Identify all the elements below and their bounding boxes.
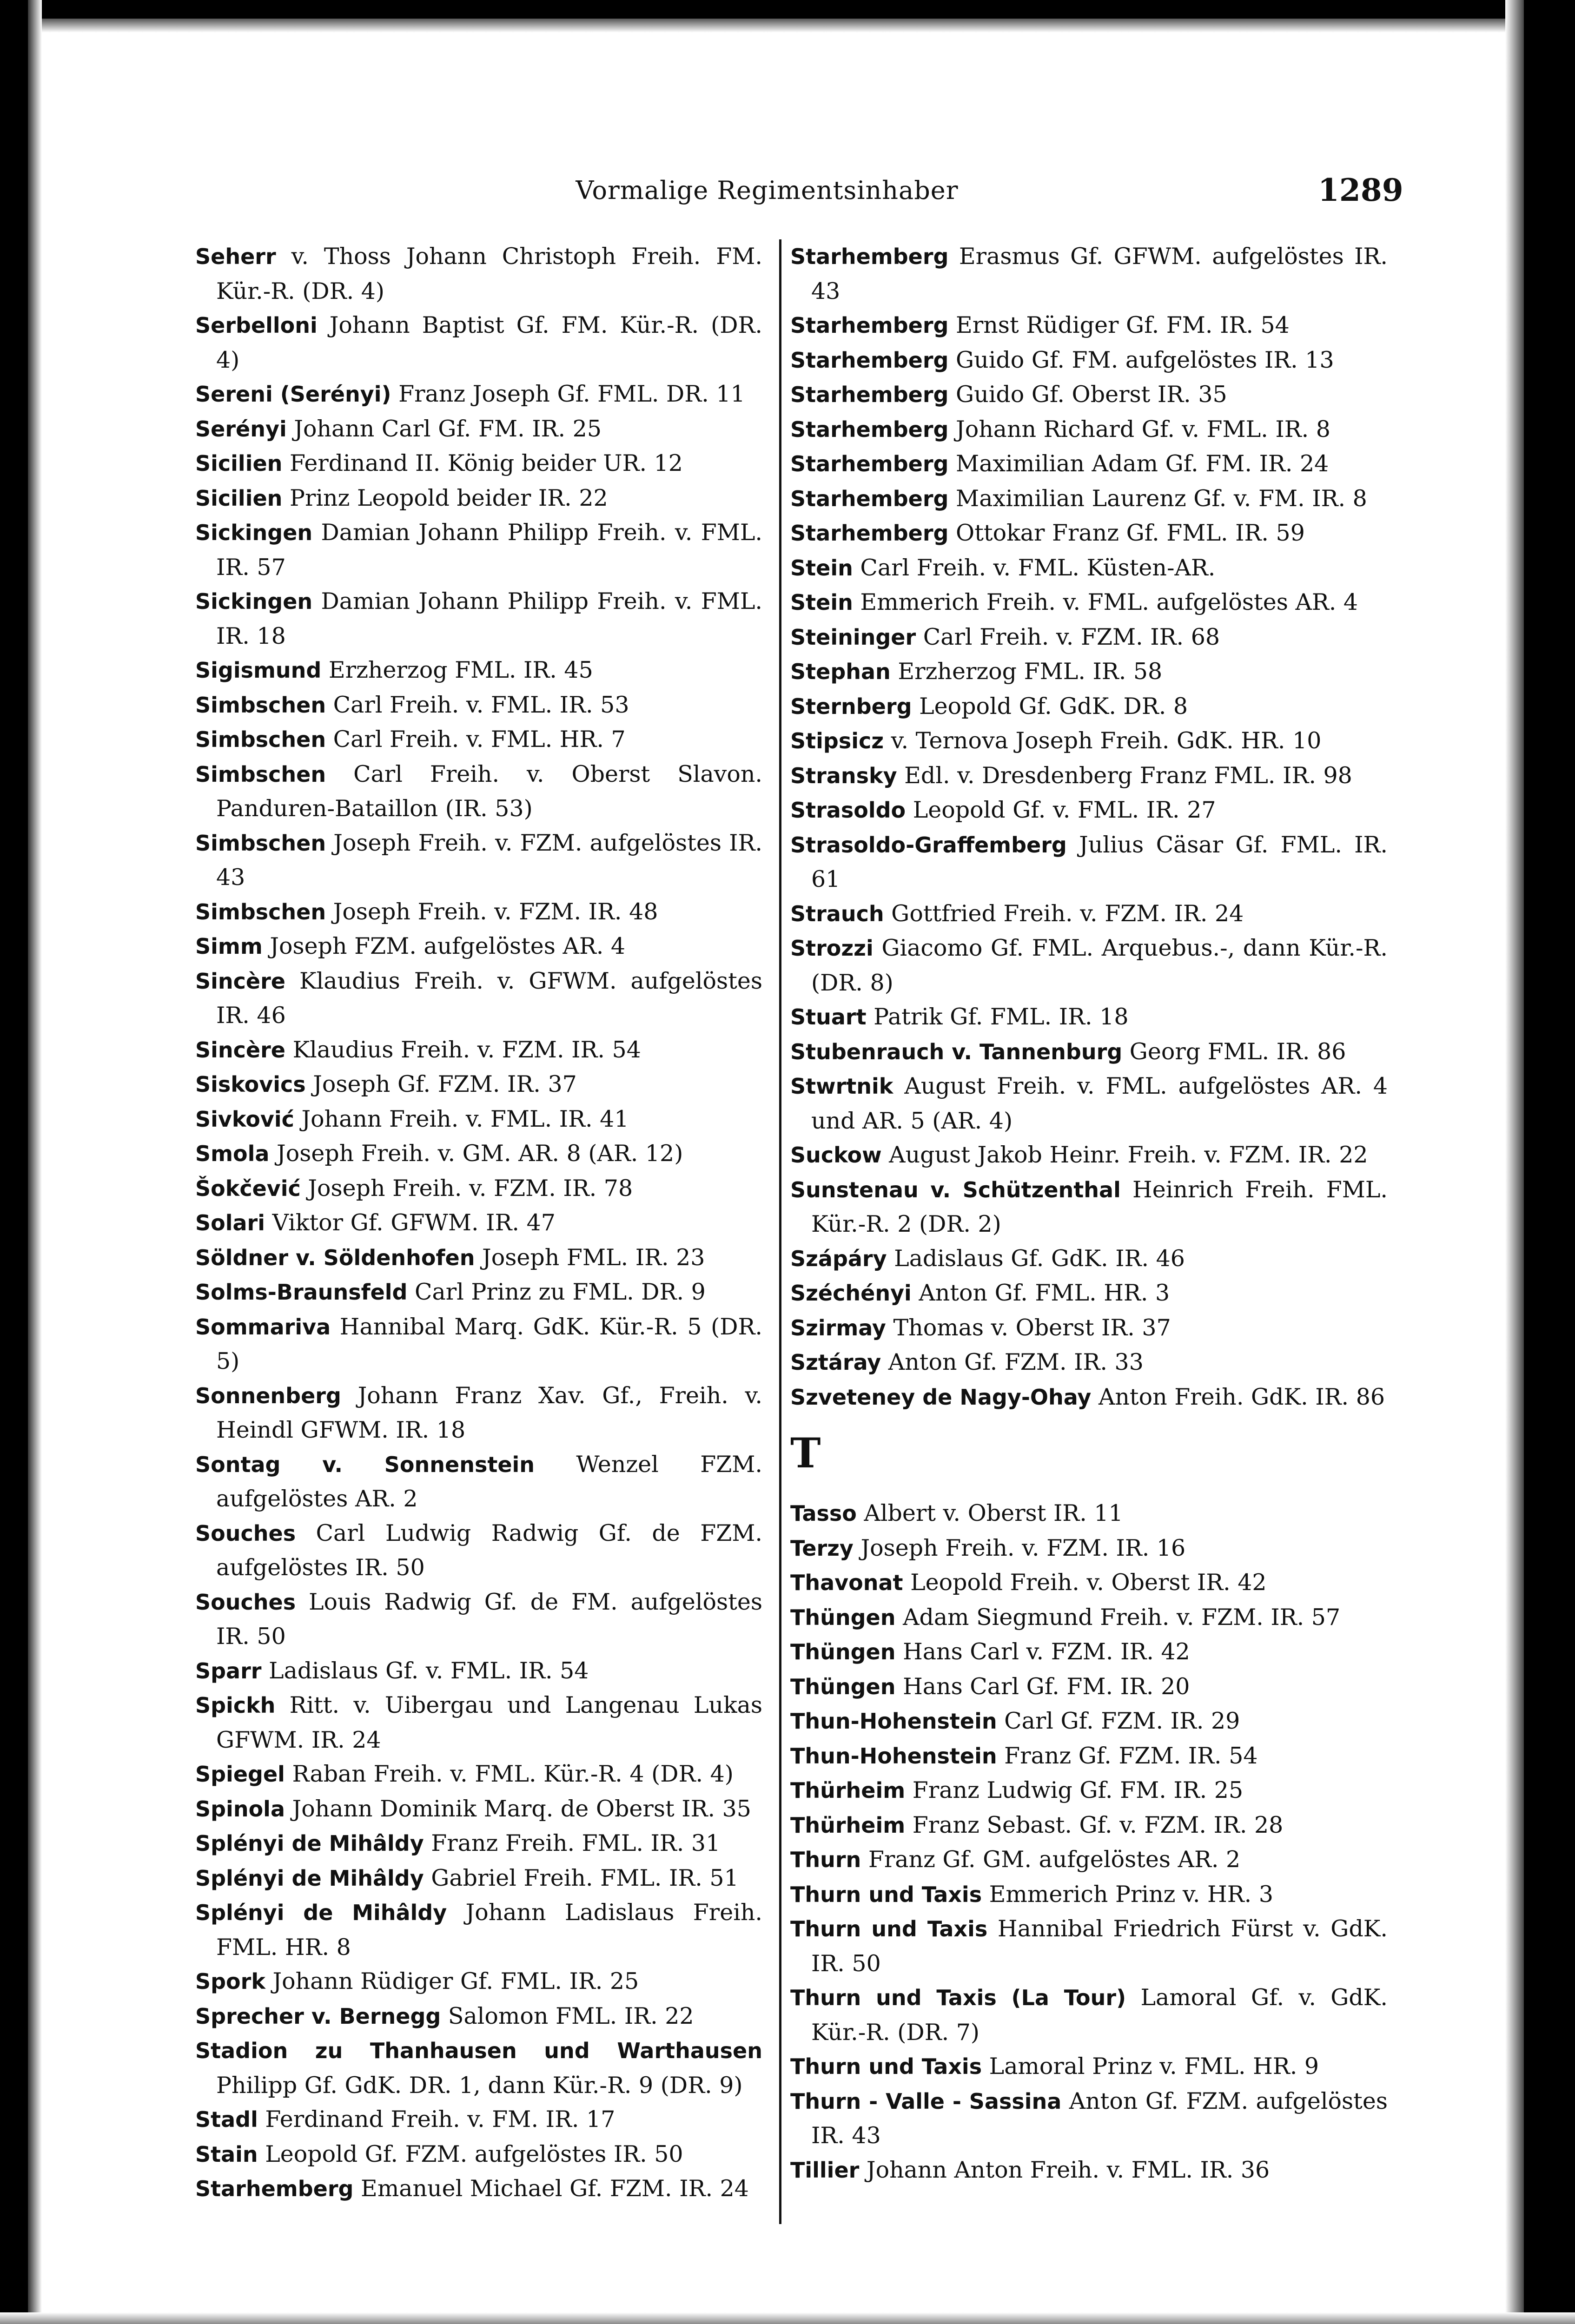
- entry-text: v. Ternova Joseph Freih. GdK. HR. 10: [884, 727, 1322, 754]
- entry-text: Leopold Freih. v. Oberst IR. 42: [903, 1569, 1267, 1596]
- index-entry: [195, 1895, 762, 1964]
- entry-name: Sontag v. Sonnenstein: [195, 1452, 535, 1477]
- entry-name: Strasoldo-Graffemberg: [790, 832, 1067, 858]
- entry-text: Hans Carl Gf. FM. IR. 20: [895, 1673, 1190, 1700]
- entry-text: Hannibal Marq. GdK. Kür.-R. 5 (DR. 5): [216, 1313, 762, 1374]
- entry-name: Steininger: [790, 624, 916, 650]
- right-column: [790, 239, 1388, 2187]
- entry-text: Johann Baptist Gf. FM. Kür.-R. (DR. 4): [216, 312, 762, 373]
- entry-name: Thürheim: [790, 1812, 906, 1838]
- entry-name: Thürheim: [790, 1778, 906, 1803]
- index-entry: [195, 1136, 762, 1171]
- page-number: 1289: [1318, 172, 1403, 208]
- entry-text: Joseph Freih. v. GM. AR. 8 (AR. 12): [269, 1140, 683, 1167]
- index-entry: [195, 929, 762, 964]
- entry-name: Smola: [195, 1141, 270, 1166]
- entry-text: Lamoral Gf. v. GdK. Kür.-R. (DR. 7): [811, 1984, 1388, 2046]
- entry-name: Stadion zu Thanhausen und Warthausen: [195, 2038, 762, 2063]
- entry-text: Johann Freih. v. FML. IR. 41: [294, 1105, 629, 1132]
- entry-name: Spickh: [195, 1693, 276, 1718]
- entry-text: Carl Freih. v. FML. IR. 53: [326, 691, 629, 718]
- entry-name: Sprecher v. Bernegg: [195, 2003, 441, 2029]
- entry-name: Starhemberg: [790, 244, 949, 269]
- entry-text: Ottokar Franz Gf. FML. IR. 59: [948, 520, 1305, 546]
- entry-text: Louis Radwig Gf. de FM. aufgelöstes IR. 50: [216, 1588, 762, 1650]
- entry-text: Carl Ludwig Radwig Gf. de FZM. aufgelöstes IR. 50: [216, 1519, 762, 1581]
- entry-text: Emmerich Prinz v. HR. 3: [982, 1881, 1274, 1908]
- entry-text: Johann Anton Freih. v. FML. IR. 36: [859, 2156, 1270, 2183]
- entry-text: Giacomo Gf. FML. Arquebus.-, dann Kür.-R. (DR. 8): [811, 935, 1388, 996]
- index-entry: [790, 377, 1388, 412]
- index-entry: [195, 1792, 762, 1827]
- index-entry: [195, 757, 762, 826]
- running-head: Vormalige Regimentsinhaber: [576, 176, 959, 205]
- index-entry: [790, 1600, 1388, 1635]
- entry-text: Hans Carl v. FZM. IR. 42: [895, 1638, 1190, 1665]
- index-entry: [790, 239, 1388, 308]
- entry-name: Thurn: [790, 1847, 861, 1872]
- entry-text: Klaudius Freih. v. FZM. IR. 54: [285, 1036, 641, 1063]
- entry-name: Sicilien: [195, 485, 283, 511]
- entry-name: Strasoldo: [790, 798, 906, 823]
- entry-name: Tasso: [790, 1501, 857, 1526]
- entry-text: Joseph FZM. aufgelöstes AR. 4: [262, 933, 626, 959]
- entry-text: Guido Gf. FM. aufgelöstes IR. 13: [948, 346, 1334, 373]
- entry-text: Johann Carl Gf. FM. IR. 25: [286, 415, 602, 442]
- entry-name: Starhemberg: [790, 451, 949, 476]
- index-entry: [790, 1276, 1388, 1311]
- index-entry: [790, 1138, 1388, 1173]
- entry-text: Maximilian Adam Gf. FM. IR. 24: [948, 450, 1329, 477]
- entry-text: Philipp Gf. GdK. DR. 1, dann Kür.-R. 9 (DR. 9): [216, 2072, 743, 2099]
- entry-name: Solari: [195, 1210, 265, 1235]
- entry-name: Spork: [195, 1969, 265, 1994]
- index-entry: [195, 1757, 762, 1792]
- index-entry: [195, 653, 762, 688]
- entry-name: Sicilien: [195, 451, 283, 476]
- index-entry: [790, 1670, 1388, 1704]
- entry-text: Carl Freih. v. FZM. IR. 68: [916, 623, 1220, 650]
- index-entry: [790, 1035, 1388, 1070]
- index-entry: [195, 377, 762, 412]
- entry-name: Spinola: [195, 1796, 285, 1822]
- entry-text: Erzherzog FML. IR. 58: [890, 658, 1163, 685]
- entry-name: Suckow: [790, 1142, 882, 1168]
- entry-text: Erzherzog FML. IR. 45: [321, 657, 593, 683]
- index-entry: [195, 1310, 762, 1379]
- index-entry: [790, 1842, 1388, 1877]
- entry-text: Emmerich Freih. v. FML. aufgelöstes AR. 4: [853, 589, 1358, 615]
- index-entry: [195, 1102, 762, 1137]
- entry-name: Stipsicz: [790, 728, 884, 753]
- entry-name: Strauch: [790, 901, 884, 926]
- entry-name: Šokčević: [195, 1175, 301, 1201]
- entry-text: Wenzel FZM. aufgelöstes AR. 2: [216, 1451, 763, 1512]
- entry-text: Ladislaus Gf. GdK. IR. 46: [887, 1245, 1185, 1272]
- scan-border-right: [1524, 0, 1575, 2324]
- index-entry: [195, 1964, 762, 1999]
- index-entry: [195, 2034, 762, 2102]
- entry-name: Serbelloni: [195, 313, 318, 338]
- index-entry: [790, 828, 1388, 897]
- entry-name: Stain: [195, 2141, 258, 2167]
- index-entry: [790, 654, 1388, 689]
- index-entry: [790, 2084, 1388, 2153]
- index-entry: [195, 1171, 762, 1206]
- entry-text: Ritt. v. Uibergau und Langenau Lukas GFWM. IR. 24: [216, 1692, 762, 1753]
- entry-name: Spiegel: [195, 1762, 285, 1787]
- entry-text: Joseph FML. IR. 23: [475, 1244, 705, 1271]
- entry-text: Edl. v. Dresdenberg Franz FML. IR. 98: [897, 762, 1352, 789]
- scan-border-left: [0, 0, 28, 2324]
- entry-text: Ferdinand II. König beider UR. 12: [282, 450, 683, 476]
- entry-name: Thurn und Taxis: [790, 1882, 982, 1907]
- entry-name: Sincère: [195, 968, 285, 994]
- entry-name: Simbschen: [195, 727, 326, 752]
- index-entry: [790, 412, 1388, 447]
- entry-text: Joseph Gf. FZM. IR. 37: [305, 1071, 577, 1097]
- entry-name: Széchényi: [790, 1281, 912, 1306]
- entry-name: Starhemberg: [790, 347, 949, 373]
- entry-name: Simm: [195, 934, 263, 959]
- entry-name: Thüngen: [790, 1604, 896, 1630]
- entry-text: Joseph Freih. v. FZM. IR. 48: [326, 898, 658, 925]
- entry-name: Stadl: [195, 2107, 258, 2132]
- scan-shadow-right: [1505, 0, 1524, 2324]
- index-entry: [195, 584, 762, 653]
- entry-text: Anton Gf. FML. HR. 3: [911, 1280, 1170, 1306]
- index-entry: [790, 482, 1388, 516]
- entry-text: Carl Freih. v. FML. Küsten-AR.: [853, 554, 1216, 581]
- index-entry: [790, 343, 1388, 378]
- entry-text: Franz Ludwig Gf. FM. IR. 25: [905, 1777, 1244, 1803]
- scan-shadow-top: [0, 19, 1575, 33]
- entry-text: Carl Freih. v. FML. HR. 7: [326, 726, 626, 753]
- entry-name: Thüngen: [790, 1674, 896, 1699]
- index-entry: [790, 1739, 1388, 1774]
- entry-name: Solms-Braunsfeld: [195, 1280, 408, 1305]
- entry-name: Siskovics: [195, 1072, 306, 1097]
- index-entry: [790, 1000, 1388, 1035]
- entry-name: Sickingen: [195, 589, 313, 614]
- entry-name: Szirmay: [790, 1315, 886, 1340]
- entry-name: Splényi de Mihâldy: [195, 1865, 424, 1891]
- index-entry: [790, 1069, 1388, 1138]
- index-entry: [790, 897, 1388, 931]
- index-entry: [790, 551, 1388, 586]
- entry-text: Leopold Gf. v. FML. IR. 27: [906, 797, 1216, 823]
- index-entry: [195, 412, 762, 447]
- entry-text: Klaudius Freih. v. GFWM. aufgelöstes IR. 46: [216, 967, 762, 1029]
- entry-name: Sereni (Serényi): [195, 382, 391, 407]
- entry-text: Johann Richard Gf. v. FML. IR. 8: [948, 416, 1330, 442]
- entry-name: Thurn und Taxis: [790, 2054, 982, 2079]
- index-entry: [195, 1585, 762, 1654]
- index-entry: [790, 1345, 1388, 1380]
- index-entry: [195, 446, 762, 481]
- index-entry: [790, 2153, 1388, 2188]
- entry-text: Franz Freih. FML. IR. 31: [424, 1830, 721, 1856]
- entry-name: Simbschen: [195, 761, 326, 787]
- entry-text: Gottfried Freih. v. FZM. IR. 24: [884, 900, 1244, 927]
- entry-name: Sickingen: [195, 520, 313, 545]
- entry-text: Carl Gf. FZM. IR. 29: [997, 1708, 1240, 1734]
- index-entry: [790, 308, 1388, 343]
- index-entry: [195, 964, 762, 1033]
- entry-text: Guido Gf. Oberst IR. 35: [948, 381, 1227, 408]
- index-entry: [195, 688, 762, 723]
- entry-text: August Freih. v. FML. aufgelöstes AR. 4 und AR. 5 (AR. 4): [811, 1073, 1388, 1134]
- index-entry: [790, 1981, 1388, 2049]
- entry-text: August Jakob Heinr. Freih. v. FZM. IR. 22: [881, 1142, 1368, 1168]
- scan-shadow-left: [28, 0, 42, 2324]
- entry-name: Thurn - Valle - Sassina: [790, 2088, 1062, 2114]
- scan-border-top: [0, 0, 1575, 19]
- entry-name: Sunstenau v. Schützenthal: [790, 1177, 1121, 1202]
- index-entry: [195, 515, 762, 584]
- entry-text: Adam Siegmund Freih. v. FZM. IR. 57: [895, 1604, 1341, 1631]
- entry-text: Franz Gf. GM. aufgelöstes AR. 2: [861, 1846, 1241, 1873]
- entry-text: Maximilian Laurenz Gf. v. FM. IR. 8: [948, 485, 1367, 512]
- entry-text: v. Thoss Johann Christoph Freih. FM. Kür.-R. (DR. 4): [216, 243, 762, 304]
- index-entry: [790, 1773, 1388, 1808]
- entry-name: Simbschen: [195, 830, 326, 856]
- index-entry: [790, 1877, 1388, 1912]
- index-entry: [195, 1447, 762, 1516]
- index-entry: [195, 1826, 762, 1861]
- entry-name: Terzy: [790, 1535, 854, 1561]
- index-entry: [790, 1380, 1388, 1415]
- entry-text: Leopold Gf. GdK. DR. 8: [912, 693, 1188, 720]
- index-entry: [790, 1531, 1388, 1566]
- entry-name: Thüngen: [790, 1639, 896, 1664]
- entry-name: Thurn und Taxis: [790, 1916, 988, 1941]
- index-entry: [195, 1241, 762, 1275]
- entry-name: Thun-Hohenstein: [790, 1743, 997, 1769]
- index-entry: [195, 239, 762, 308]
- entry-name: Starhemberg: [790, 382, 949, 407]
- entry-name: Stransky: [790, 763, 897, 788]
- entry-text: Georg FML. IR. 86: [1122, 1038, 1346, 1065]
- entry-text: Damian Johann Philipp Freih. v. FML. IR. 18: [216, 588, 762, 649]
- entry-name: Sonnenberg: [195, 1383, 341, 1408]
- index-entry: [790, 620, 1388, 655]
- index-entry: [195, 2102, 762, 2137]
- entry-text: Johann Dominik Marq. de Oberst IR. 35: [285, 1795, 751, 1822]
- entry-name: Stwrtnik: [790, 1074, 893, 1099]
- index-entry: [195, 1379, 762, 1447]
- entry-text: Heinrich Freih. FML. Kür.-R. 2 (DR. 2): [811, 1176, 1388, 1237]
- index-entry: [195, 481, 762, 516]
- entry-text: Ladislaus Gf. v. FML. IR. 54: [261, 1657, 589, 1684]
- section-letter: T: [790, 1429, 821, 1477]
- entry-text: Franz Gf. FZM. IR. 54: [997, 1742, 1258, 1769]
- entry-name: Tillier: [790, 2157, 860, 2183]
- entry-text: Joseph Freih. v. FZM. IR. 78: [300, 1175, 633, 1202]
- entry-text: Thomas v. Oberst IR. 37: [886, 1314, 1171, 1341]
- index-entry: [195, 895, 762, 930]
- entry-name: Starhemberg: [790, 416, 949, 442]
- index-entry: [790, 1635, 1388, 1670]
- index-entry: [195, 1033, 762, 1068]
- index-entry: [790, 1173, 1388, 1241]
- index-entry: [195, 1206, 762, 1241]
- entry-name: Stuart: [790, 1004, 867, 1030]
- entry-name: Simbschen: [195, 692, 326, 718]
- entry-name: Starhemberg: [790, 313, 949, 338]
- entry-name: Sigismund: [195, 658, 322, 683]
- entry-name: Sternberg: [790, 693, 912, 719]
- entry-name: Starhemberg: [790, 521, 949, 546]
- index-entry: [195, 2172, 762, 2206]
- index-entry: [790, 516, 1388, 551]
- entry-text: Joseph Freih. v. FZM. aufgelöstes IR. 43: [216, 829, 762, 891]
- entry-text: Erasmus Gf. GFWM. aufgelöstes IR. 43: [811, 243, 1388, 304]
- index-entry: [790, 1241, 1388, 1276]
- entry-text: Ferdinand Freih. v. FM. IR. 17: [258, 2106, 615, 2133]
- column-divider: [779, 239, 781, 2224]
- entry-text: Salomon FML. IR. 22: [441, 2002, 694, 2029]
- entry-name: Sincère: [195, 1037, 285, 1063]
- entry-text: Leopold Gf. FZM. aufgelöstes IR. 50: [258, 2140, 683, 2167]
- index-entry: [790, 1808, 1388, 1843]
- entry-text: Johann Ladislaus Freih. FML. HR. 8: [216, 1899, 762, 1961]
- index-entry: [790, 2049, 1388, 2084]
- entry-name: Seherr: [195, 244, 276, 269]
- index-entry: [790, 447, 1388, 482]
- entry-text: Damian Johann Philipp Freih. v. FML. IR. 57: [216, 519, 762, 581]
- index-entry: [790, 793, 1388, 828]
- entry-name: Stubenrauch v. Tannenburg: [790, 1039, 1123, 1064]
- index-entry: [195, 1275, 762, 1310]
- index-entry: [790, 1704, 1388, 1739]
- entry-name: Stein: [790, 590, 853, 615]
- entry-text: Gabriel Freih. FML. IR. 51: [424, 1864, 739, 1891]
- scan-shadow-bottom: [0, 2312, 1575, 2324]
- entry-text: Anton Gf. FZM. IR. 33: [881, 1349, 1144, 1375]
- entry-name: Splényi de Mihâldy: [195, 1831, 424, 1856]
- entry-name: Thun-Hohenstein: [790, 1709, 997, 1734]
- entry-text: Johann Franz Xav. Gf., Freih. v. Heindl GFWM. IR. 18: [216, 1382, 762, 1443]
- entry-text: Julius Cäsar Gf. FML. IR. 61: [811, 831, 1388, 892]
- entry-text: Anton Gf. FZM. aufgelöstes IR. 43: [811, 2087, 1388, 2149]
- entry-name: Sparr: [195, 1658, 262, 1684]
- entry-name: Thurn und Taxis (La Tour): [790, 1985, 1126, 2010]
- index-entry: [195, 1654, 762, 1689]
- index-entry: [195, 1861, 762, 1896]
- entry-text: Lamoral Prinz v. FML. HR. 9: [982, 2053, 1319, 2080]
- entry-text: Viktor Gf. GFWM. IR. 47: [265, 1209, 556, 1236]
- index-entry: [790, 931, 1388, 1000]
- index-entry: [790, 1912, 1388, 1981]
- index-entry: [790, 1496, 1388, 1531]
- index-entry: [790, 689, 1388, 724]
- index-entry: [790, 724, 1388, 759]
- entry-text: Ernst Rüdiger Gf. FM. IR. 54: [948, 312, 1290, 338]
- entry-name: Splényi de Mihâldy: [195, 1900, 447, 1925]
- entry-name: Serényi: [195, 416, 287, 442]
- entry-text: Hannibal Friedrich Fürst v. GdK. IR. 50: [811, 1915, 1388, 1977]
- index-entry: [195, 1999, 762, 2034]
- entry-text: Raban Freih. v. FML. Kür.-R. 4 (DR. 4): [285, 1761, 734, 1787]
- entry-name: Starhemberg: [790, 486, 949, 511]
- entry-name: Starhemberg: [195, 2176, 354, 2201]
- entry-name: Szápáry: [790, 1246, 887, 1271]
- entry-text: Prinz Leopold beider IR. 22: [282, 484, 608, 511]
- entry-name: Szveteney de Nagy-Ohay: [790, 1384, 1092, 1410]
- entry-name: Souches: [195, 1520, 296, 1546]
- entry-text: Franz Sebast. Gf. v. FZM. IR. 28: [905, 1811, 1284, 1838]
- index-entry: [195, 2137, 762, 2172]
- entry-text: Franz Joseph Gf. FML. DR. 11: [391, 381, 745, 407]
- entry-name: Souches: [195, 1589, 296, 1615]
- index-entry: [790, 585, 1388, 620]
- left-column: [195, 239, 762, 2206]
- index-entry: [195, 1688, 762, 1757]
- entry-text: Johann Rüdiger Gf. FML. IR. 25: [265, 1968, 639, 1994]
- entry-name: Sommariva: [195, 1314, 331, 1340]
- entry-name: Thavonat: [790, 1570, 903, 1595]
- entry-text: Patrik Gf. FML. IR. 18: [866, 1004, 1129, 1030]
- entry-name: Sivković: [195, 1106, 294, 1132]
- index-entry: [195, 1067, 762, 1102]
- index-entry: [790, 759, 1388, 793]
- index-entry: [790, 1565, 1388, 1600]
- entry-name: Söldner v. Söldenhofen: [195, 1245, 475, 1270]
- index-entry: [790, 1311, 1388, 1346]
- index-entry: [195, 722, 762, 757]
- entry-name: Sztáray: [790, 1350, 881, 1375]
- entry-text: Carl Freih. v. Oberst Slavon. Panduren-Bataillon (IR. 53): [216, 760, 762, 822]
- entry-name: Stein: [790, 555, 853, 581]
- index-entry: [195, 826, 762, 895]
- entry-text: Albert v. Oberst IR. 11: [856, 1500, 1123, 1526]
- index-entry: [195, 308, 762, 377]
- entry-name: Stephan: [790, 659, 891, 684]
- entry-text: Anton Freih. GdK. IR. 86: [1091, 1383, 1385, 1410]
- entry-text: Carl Prinz zu FML. DR. 9: [407, 1279, 706, 1305]
- entry-name: Simbschen: [195, 899, 326, 924]
- index-entry: [195, 1516, 762, 1585]
- entry-name: Strozzi: [790, 936, 874, 961]
- entry-text: Joseph Freih. v. FZM. IR. 16: [853, 1534, 1186, 1561]
- entry-text: Emanuel Michael Gf. FZM. IR. 24: [353, 2175, 749, 2202]
